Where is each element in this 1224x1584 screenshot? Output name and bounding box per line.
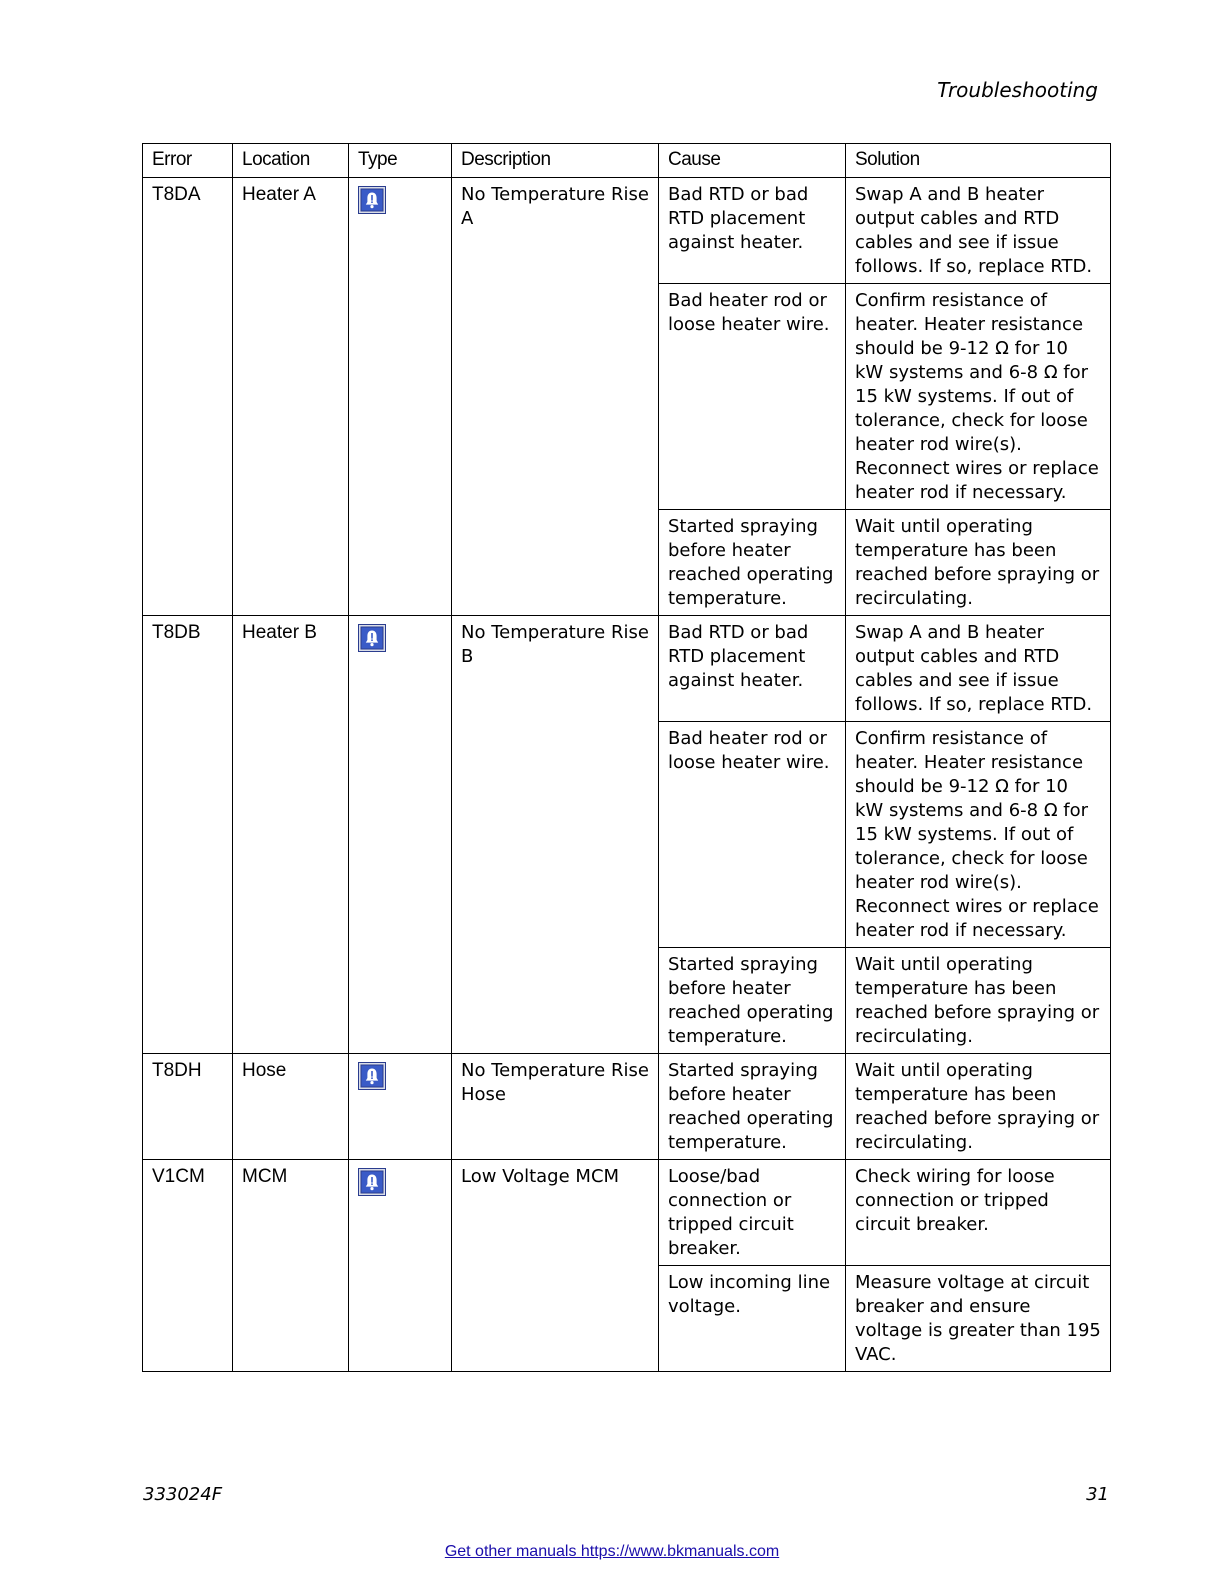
cause-cell: Low incoming line voltage. [659, 1266, 846, 1372]
cause-cell: Bad RTD or bad RTD placement against heater. [659, 178, 846, 284]
error-code-cell: T8DB [143, 616, 233, 1054]
location-cell: Heater A [233, 178, 349, 616]
cause-cell: Started spraying before heater reached operating temperature. [659, 948, 846, 1054]
error-code-cell: T8DA [143, 178, 233, 616]
cause-cell: Loose/bad connection or tripped circuit breaker. [659, 1160, 846, 1266]
solution-cell: Wait until operating temperature has been reached before spraying or recirculating. [846, 510, 1111, 616]
cause-cell: Started spraying before heater reached operating temperature. [659, 1054, 846, 1160]
location-cell: Hose [233, 1054, 349, 1160]
alarm-bell-icon [358, 1168, 386, 1196]
table-row [143, 178, 1111, 284]
location-cell: MCM [233, 1160, 349, 1372]
solution-cell: Measure voltage at circuit breaker and ensure voltage is greater than 195 VAC. [846, 1266, 1111, 1372]
description-cell: Low Voltage MCM [452, 1160, 659, 1372]
solution-cell: Confirm resistance of heater. Heater resistance should be 9-12 Ω for 10 kW systems and 6-8 Ω for 15 kW systems. If out of tolerance, check for loose heater rod wire(s). Reconnect wires or replace heater rod if necessary. [846, 284, 1111, 510]
section-title: Troubleshooting [937, 78, 1098, 102]
column-header-error: Error [143, 144, 233, 178]
cause-cell: Bad heater rod or loose heater wire. [659, 722, 846, 948]
type-cell [349, 616, 452, 1054]
table-row [143, 1160, 1111, 1266]
page-number: 31 [1086, 1484, 1109, 1505]
solution-cell: Swap A and B heater output cables and RTD cables and see if issue follows. If so, replace RTD. [846, 616, 1111, 722]
solution-cell: Swap A and B heater output cables and RTD cables and see if issue follows. If so, replace RTD. [846, 178, 1111, 284]
description-cell: No Temperature Rise A [452, 178, 659, 616]
alarm-bell-icon [358, 186, 386, 214]
solution-cell: Wait until operating temperature has been reached before spraying or recirculating. [846, 1054, 1111, 1160]
location-cell: Heater B [233, 616, 349, 1054]
cause-cell: Bad heater rod or loose heater wire. [659, 284, 846, 510]
solution-cell: Confirm resistance of heater. Heater resistance should be 9-12 Ω for 10 kW systems and 6-8 Ω for 15 kW systems. If out of tolerance, check for loose heater rod wire(s). Reconnect wires or replace heater rod if necessary. [846, 722, 1111, 948]
type-cell [349, 178, 452, 616]
table-header-row [143, 144, 1111, 178]
column-header-solution: Solution [846, 144, 1111, 178]
column-header-description: Description [452, 144, 659, 178]
solution-cell: Check wiring for loose connection or tripped circuit breaker. [846, 1160, 1111, 1266]
column-header-type: Type [349, 144, 452, 178]
table-row [143, 616, 1111, 722]
type-cell [349, 1160, 452, 1372]
troubleshooting-table [142, 143, 1111, 1372]
cause-cell: Bad RTD or bad RTD placement against heater. [659, 616, 846, 722]
alarm-bell-icon [358, 1062, 386, 1090]
column-header-cause: Cause [659, 144, 846, 178]
cause-cell: Started spraying before heater reached operating temperature. [659, 510, 846, 616]
description-cell: No Temperature Rise Hose [452, 1054, 659, 1160]
type-cell [349, 1054, 452, 1160]
description-cell: No Temperature Rise B [452, 616, 659, 1054]
error-code-cell: T8DH [143, 1054, 233, 1160]
table-body [143, 178, 1111, 1372]
solution-cell: Wait until operating temperature has been reached before spraying or recirculating. [846, 948, 1111, 1054]
column-header-location: Location [233, 144, 349, 178]
table-row [143, 1054, 1111, 1160]
document-number: 333024F [143, 1484, 223, 1505]
alarm-bell-icon [358, 624, 386, 652]
error-code-cell: V1CM [143, 1160, 233, 1372]
manuals-link[interactable]: Get other manuals https://www.bkmanuals.com [444, 1543, 780, 1560]
